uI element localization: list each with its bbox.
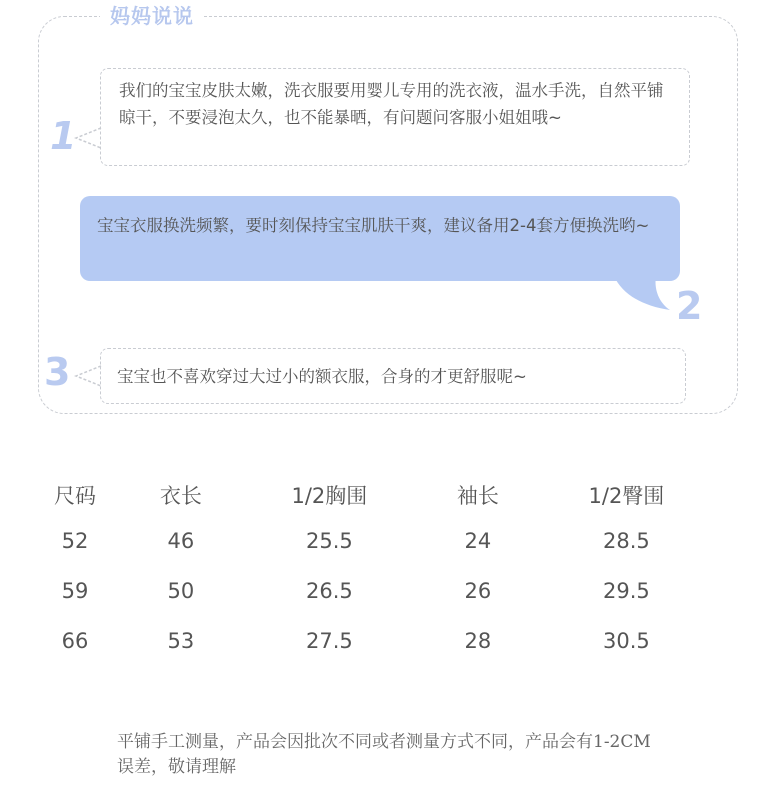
table-cell: 30.5: [603, 629, 650, 653]
table-cell: 25.5: [305, 529, 353, 553]
table-cell: 28.5: [603, 529, 650, 553]
note-3: 宝宝也不喜欢穿过大过小的额衣服，合身的才更舒服呢~: [100, 348, 686, 404]
table-row: [22, 516, 722, 566]
table-cell: 50: [167, 579, 195, 603]
table-cell: 52: [61, 529, 89, 553]
note-number-1: 1: [50, 114, 77, 158]
table-cell: 29.5: [603, 579, 650, 603]
column-header: 1/2臀围: [588, 484, 665, 508]
column-header: 1/2胸围: [291, 484, 368, 508]
table-cell: 46: [167, 529, 195, 553]
note-2-bubble: 宝宝衣服换洗频繁，要时刻保持宝宝肌肤干爽，建议备用2-4套方便换洗哟~: [80, 196, 680, 281]
table-cell: 26.5: [305, 579, 353, 603]
table-cell: 24: [464, 529, 492, 553]
measurement-footnote: 平铺手工测量，产品会因批次不同或者测量方式不同，产品会有1-2CM误差，敬请理解: [117, 732, 651, 777]
table-row: [22, 616, 722, 666]
column-header: 袖长: [456, 484, 499, 508]
size-table: [22, 480, 722, 666]
table-row: [22, 566, 722, 616]
table-cell: 59: [61, 579, 89, 603]
table-header-row: [22, 480, 722, 516]
note-number-2: 2: [676, 284, 703, 328]
section-title: 妈妈说说: [100, 2, 204, 30]
column-header: 尺码: [53, 484, 96, 508]
table-cell: 66: [61, 629, 89, 653]
note-number-3: 3: [44, 350, 71, 394]
column-header: 衣长: [159, 484, 202, 508]
table-cell: 28: [464, 629, 492, 653]
table-cell: 53: [167, 629, 195, 653]
table-cell: 26: [464, 579, 492, 603]
note-2-tail: [608, 276, 678, 316]
note-1: 我们的宝宝皮肤太嫩，洗衣服要用婴儿专用的洗衣液，温水手洗，自然平铺晾干，不要浸泡太久，也不能暴晒，有问题问客服小姐姐哦~: [100, 68, 690, 166]
table-cell: 27.5: [305, 629, 353, 653]
